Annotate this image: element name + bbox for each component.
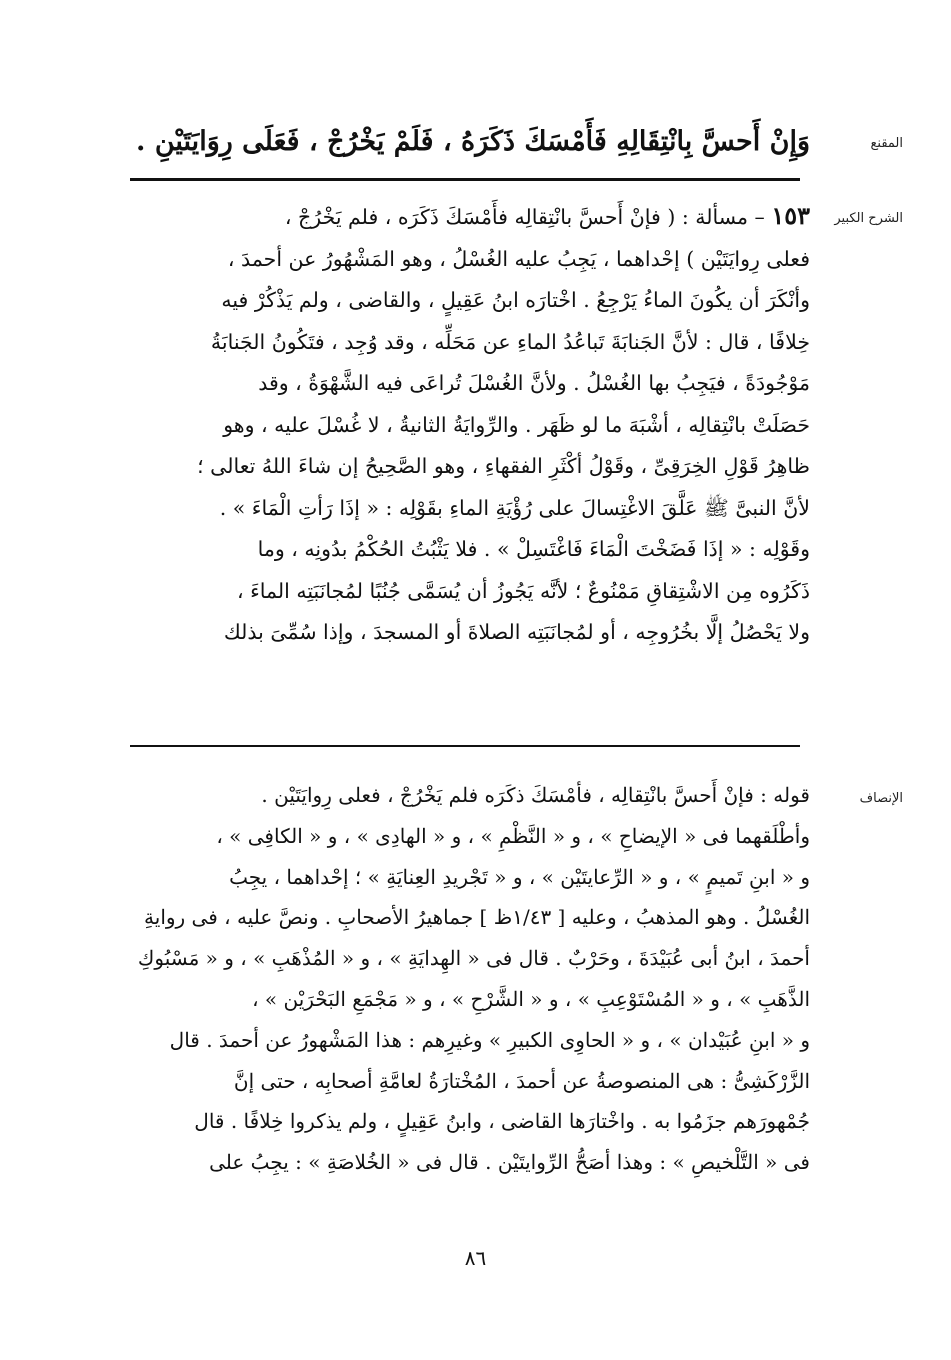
muqni-text: وَإِنْ أَحسَّ بِانْتِقَالِهِ فَأَمْسَكَ ذَكَرَهُ ، فَلَمْ يَخْرُجْ ، فَعَلَى رِوَايَتَيْنِ . bbox=[136, 126, 810, 157]
insaf-line: جُمْهورَهم جزَمُوا به . واخْتارَها القاضى ، وابنُ عَقِيلٍ ، ولم يذكروا خِلافًا . قال bbox=[194, 1109, 810, 1134]
sharh-line: مَوْجُودَةً ، فيَجِبُ بها الغُسْلُ . ولأنَّ الغُسْلَ تُراعَى فيه الشَّهْوَةُ ، وقد bbox=[258, 371, 810, 395]
insaf-text bbox=[130, 775, 810, 1183]
insaf-line: قوله : فإنْ أَحسَّ بانْتِقالِه ، فأمْسَكَ ذكَرَه فلم يَخْرُجْ ، فعلى رِوايَتَيْن . bbox=[261, 783, 810, 807]
insaf-line: فى « التَّلْخيصِ » : وهذا أصَحُّ الرِّوايتَيْن . قال فى « الخُلاصَةِ » : يجِبُ على bbox=[209, 1150, 810, 1175]
insaf-line: الزَّرْكَشِىُّ : هى المنصوصةُ عن أحمدَ ، المُخْتارَةُ لعامَّةِ أصحابِه ، حتى إنَّ bbox=[233, 1068, 810, 1093]
insaf-line: الغُسْلُ . وهو المذهبُ ، وعليه [ ١/٤٣ظ ] جماهيرُ الأصحابِ . ونصَّ عليه ، فى روايةِ bbox=[144, 905, 810, 930]
sharh-line: حَصَلَتْ بانْتِقالِه ، أشْبَهَ ما لو ظَهَر . والرِّوايَةُ الثانيةُ ، لا غُسْلَ عليه ، وهو bbox=[223, 412, 810, 437]
insaf-section bbox=[0, 775, 951, 1235]
sharh-line: وقَوْلِه : « إذَا فَضَخْتَ الْمَاءَ فَاغْتَسِلْ » . فلا يَثْبُتُ الحُكْمُ بدُونِه ، وما bbox=[257, 537, 810, 561]
muqni-section bbox=[0, 108, 951, 168]
sharh-line: ظاهِرُ قَوْلِ الخِرَقِىِّ ، وقَوْلُ أكْثَرِ الفقهاءِ ، وهو الصَّحِيحُ إن شاءَ اللهُ تعالى ؛ bbox=[197, 454, 810, 478]
insaf-line: أحمدَ ، ابنُ أبى عُبَيْدَةَ ، وحَرْبٌ . قال فى « الهِدايَةِ » ، و « المُذْهَبِ » ، و « مَسْبُوكِ bbox=[137, 946, 810, 971]
sharh-line: فعلى رِوايَتَيْن ) إحْداهما ، يَجِبُ عليه الغُسْلُ ، وهو المَشْهُورُ عن أحمدَ ، bbox=[227, 246, 810, 271]
sharh-text bbox=[130, 195, 810, 654]
issue-number: ١٥٣ bbox=[771, 201, 810, 230]
sharh-line: ولا يَحْصُلُ إلَّا بخُرُوجِه ، أو لمُجانَبَتِه الصلاةَ أو المسجدَ ، وإذا سُمِّىَ بذلك bbox=[223, 620, 810, 644]
insaf-line: وأطْلَقهما فى « الإيضاحِ » ، و « النَّظْمِ » ، و « الهادِى » ، و « الكافِى » ، bbox=[216, 823, 810, 848]
insaf-line: و « ابنِ تَميمٍ » ، و « الرِّعايتَيْن » ، و « تَجْريدِ العِنايَةِ » ؛ إحْداهما ، يجِبُ bbox=[229, 864, 810, 889]
muqni-label: المقنع bbox=[870, 136, 903, 151]
sharh-line: خِلافًا ، قال : لأنَّ الجَنابَةَ تَباعُدُ الماءِ عن مَحَلِّه ، وقد وُجِد ، فتَكُونُ الجَنابَةُ bbox=[210, 329, 810, 354]
sharh-line: ذَكَرُوه مِن الاشْتِقاقِ مَمْنُوعٌ ؛ لأنَّه يَجُوزُ أن يُسَمَّى جُنُبًا لمُجانَبَتِه الماءَ ، bbox=[237, 578, 810, 603]
sharh-line-1: ١٥٣ – مسألة : ( فإنْ أَحسَّ بانْتِقالِه فأَمْسَكَ ذَكَرَه ، فلم يَخْرُجْ ، bbox=[284, 201, 810, 230]
sharh-line: لأنَّ النبىَّ ﷺ عَلَّقَ الاغْتِسالَ على رُؤْيَةِ الماءِ بقَوْلِه : « إذَا رَأتِ الْمَاءَ » . bbox=[219, 495, 810, 520]
insaf-line: الذَّهَبِ » ، و « المُسْتَوْعِبِ » ، و « الشَّرْحِ » ، و « مَجْمَعِ البَحْرَيْن » ، bbox=[252, 986, 810, 1011]
top-thick-rule bbox=[130, 178, 800, 181]
page-number: ٨٦ bbox=[464, 1246, 487, 1270]
sharh-line: وأنْكَرَ أن يكُونَ الماءُ يَرْجِعُ . اخْتارَه ابنُ عَقِيلٍ ، والقاضى ، ولم يَذْكُرْ فيه bbox=[221, 288, 810, 312]
sharh-section bbox=[0, 195, 951, 730]
sharh-label: الشرح الكبير bbox=[834, 211, 903, 226]
insaf-label: الإنصاف bbox=[859, 791, 903, 806]
insaf-line: و « ابنِ عُبَيْدان » ، و « الحاوِى الكبيرِ » وغيرِهم : هذا المَشْهورُ عن أحمدَ . قال bbox=[169, 1027, 810, 1052]
middle-rule bbox=[130, 745, 800, 747]
